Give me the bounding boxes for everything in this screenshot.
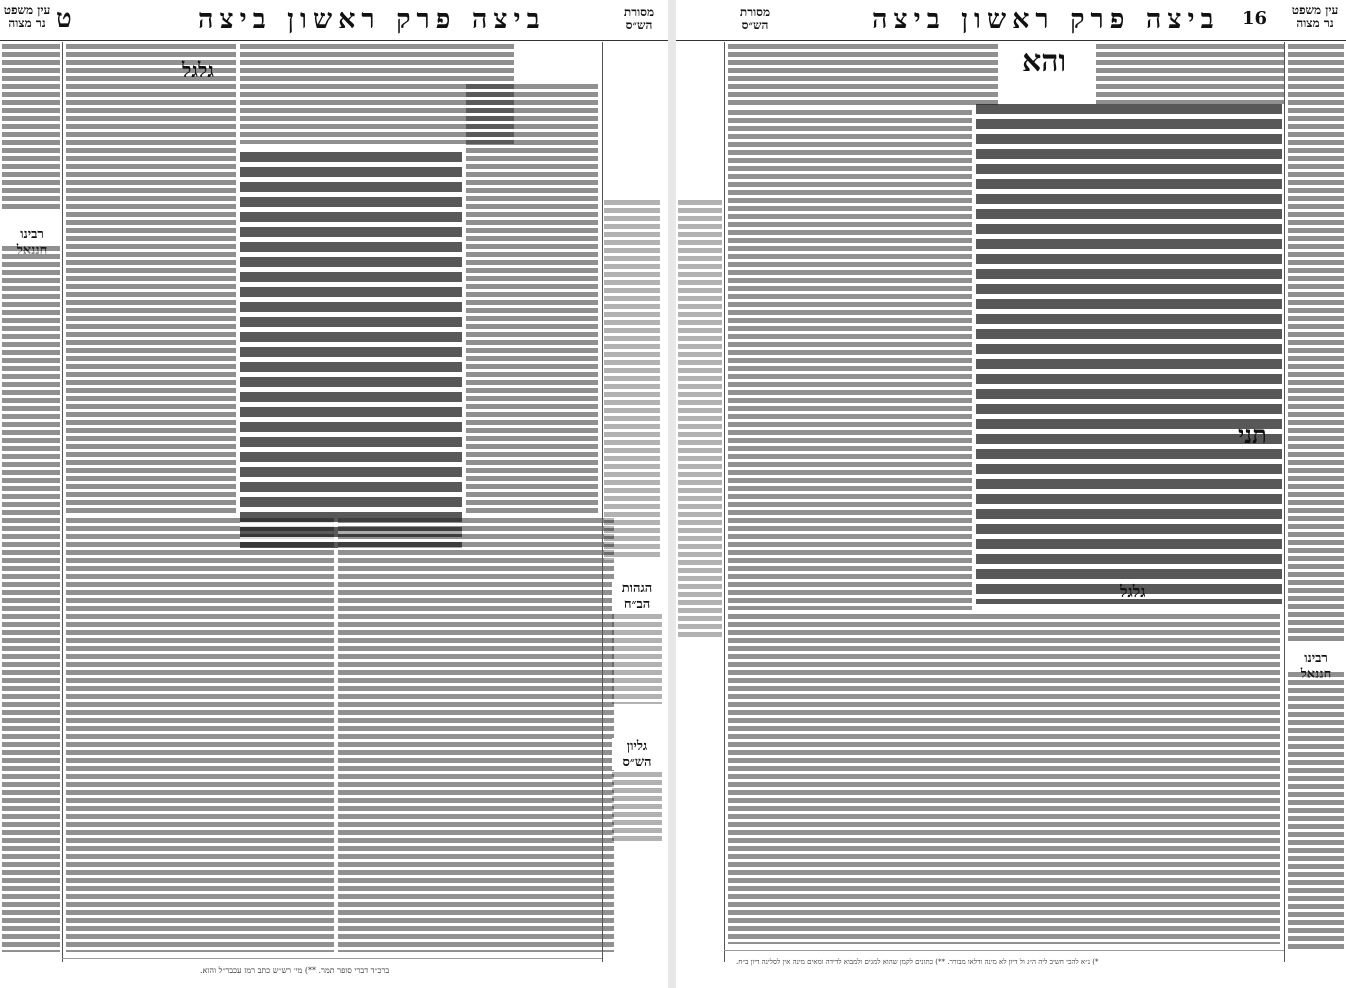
right-rashi-lower [728,614,1280,944]
left-commentary-heading: רבינו [4,226,60,258]
left-gilyon-heading: גליון הש״ס [612,738,662,770]
left-rashi-column [466,84,598,514]
left-ein-mishpat-column [2,44,60,210]
right-footer-rule [724,950,1284,951]
right-page [676,0,1346,988]
right-dibbur-vehu: והא [1022,44,1067,79]
right-corner-label: עין משפט נר מצוה [1291,3,1339,30]
right-margin-divider [724,42,725,962]
left-header-rule [0,40,668,41]
left-gilyon-text [612,772,662,842]
right-gemara-main [976,104,1282,604]
left-rashi-lower [338,518,614,952]
right-footnote: *) נ״א להכי חשיב ליה ה״ג ול דיון לא מינה ודלאו מבורר. **) כתונים לקמן שהוא למגים ולמבוא לדידה ומאים מינה אין לסלינה דיון ב״ח. [736,958,1099,966]
left-footer-rule [62,958,602,959]
right-header-title: ביצה פרק ראשון ביצה [872,4,1220,35]
right-header-rule [676,40,1346,41]
right-masoret-label: מסורת הש״ס [739,5,771,32]
left-tosafot-column [66,44,236,514]
right-dibbur-tani: תני [1238,420,1267,449]
left-hagahot-heading: הגהות הב״ח [612,580,662,612]
book-gutter [668,0,676,988]
right-tosafot-column [728,110,972,610]
left-chananel-column [2,246,60,952]
right-ein-mishpat-column [1288,44,1344,644]
right-tosafot-upper [728,44,998,106]
left-header-title: ביצה פרק ראשון ביצה [198,4,546,35]
right-side-divider [1284,42,1285,962]
left-masoret-margin [604,200,660,560]
left-galgal-heading: גלגל [182,58,214,82]
left-gemara-main [240,152,462,548]
right-galgal-heading: גלגל [1120,582,1146,601]
right-masoret-margin [678,200,722,640]
right-chananel-column [1288,672,1344,952]
left-corner-label: עין משפט נר מצוה [3,3,51,30]
left-side-divider [62,42,63,962]
left-footnote: ברכ״ד דברי סופר תמר. **) מי׳ רש״ש כתב רמז עכבר״ל והוא. [200,966,390,975]
right-page-number: 16 [1242,8,1268,29]
left-page [0,0,668,988]
left-hagahot-text [612,614,662,704]
left-masoret-label: מסורת הש״ס [623,5,655,32]
left-folio-letter: ט [56,4,72,34]
right-rashi-upper [1096,44,1284,104]
left-tosafot-lower [66,518,334,952]
left-margin-divider [602,42,603,962]
right-commentary-heading: רבינו [1288,650,1344,682]
